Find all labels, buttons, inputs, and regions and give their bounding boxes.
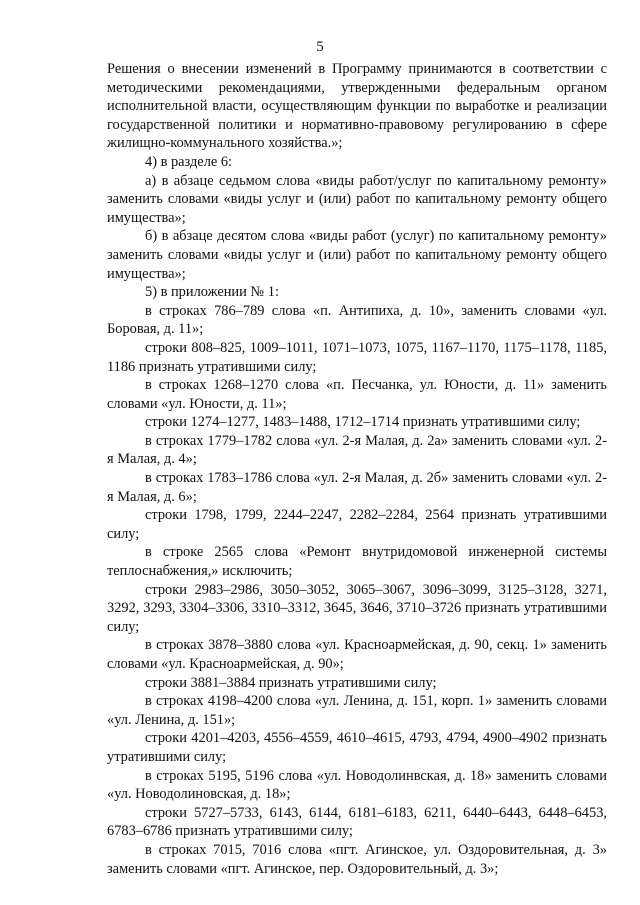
- paragraph: строки 5727–5733, 6143, 6144, 6181–6183, 6211, 6440–6443, 6448–6453, 6783–6786 признать утратившими силу;: [107, 804, 607, 840]
- paragraph: в строках 4198–4200 слова «ул. Ленина, д. 151, корп. 1» заменить словами «ул. Ленина, д. 151»;: [107, 693, 607, 728]
- paragraph: строки 1798, 1799, 2244–2247, 2282–2284, 2564 признать утратившими силу;: [107, 507, 607, 542]
- paragraph: в строках 7015, 7016 слова «пгт. Агинское, ул. Оздоровительная, д. 3» заменить словами «пгт. Агинское, пер. Оздоровительный, д. 3»;: [107, 841, 607, 877]
- paragraph: а) в абзаце седьмом слова «виды работ/услуг по капитальному ремонту» заменить словами «виды услуг и (или) работ по капитальному ремонту общего имущества»;: [107, 172, 607, 226]
- paragraph: в строках 5195, 5196 слова «ул. Новодолинвская, д. 18» заменить словами «ул. Новодолиновская, д. 18»;: [107, 767, 607, 803]
- paragraph: строки 4201–4203, 4556–4559, 4610–4615, 4793, 4794, 4900–4902 признать утратившими силу;: [107, 730, 607, 765]
- paragraph: в строке 2565 слова «Ремонт внутридомовой инженерной системы теплоснабжения,» исключить;: [107, 544, 607, 580]
- page-number: 5: [316, 39, 324, 55]
- document-body: [107, 60, 607, 878]
- paragraph: 5) в приложении № 1:: [145, 284, 279, 301]
- paragraph: строки 2983–2986, 3050–3052, 3065–3067, 3096–3099, 3125–3128, 3271, 3292, 3293, 3304–3306, 3310–3312, 3645, 3646, 3710–3726 признать утратившими силу;: [107, 581, 607, 635]
- paragraph: б) в абзаце десятом слова «виды работ (услуг) по капитальному ремонту» заменить словами «виды услуг и (или) работ по капитальному ремонту общего имущества»;: [107, 228, 607, 282]
- paragraph: строки 808–825, 1009–1011, 1071–1073, 1075, 1167–1170, 1175–1178, 1185, 1186 признать утратившими силу;: [107, 339, 607, 375]
- paragraph: в строках 1783–1786 слова «ул. 2-я Малая, д. 2б» заменить словами «ул. 2-я Малая, д. 6»;: [107, 470, 607, 505]
- paragraph: строки 1274–1277, 1483–1488, 1712–1714 признать утратившими силу;: [145, 414, 581, 431]
- paragraph: в строках 1779–1782 слова «ул. 2-я Малая, д. 2а» заменить словами «ул. 2-я Малая, д. 4»;: [107, 432, 607, 468]
- paragraph: в строках 786–789 слова «п. Антипиха, д. 10», заменить словами «ул. Боровая, д. 11»;: [107, 302, 607, 338]
- paragraph: в строках 1268–1270 слова «п. Песчанка, ул. Юности, д. 11» заменить словами «ул. Юности, д. 11»;: [107, 377, 607, 412]
- paragraph: строки 3881–3884 признать утратившими силу;: [145, 674, 437, 691]
- paragraph: в строках 3878–3880 слова «ул. Красноармейская, д. 90, секц. 1» заменить словами «ул. Красноармейская, д. 90»;: [107, 637, 607, 672]
- paragraph: 4) в разделе 6:: [145, 153, 233, 170]
- paragraph: Решения о внесении изменений в Программу принимаются в соответствии с методическими рекомендациями, утвержденными федеральным органом исполнительной власти, осуществляющим функции по выработке и реализации государственной политики и нормативно-правовому регулированию в сфере жилищно-коммунального хозяйства.»;: [107, 61, 607, 152]
